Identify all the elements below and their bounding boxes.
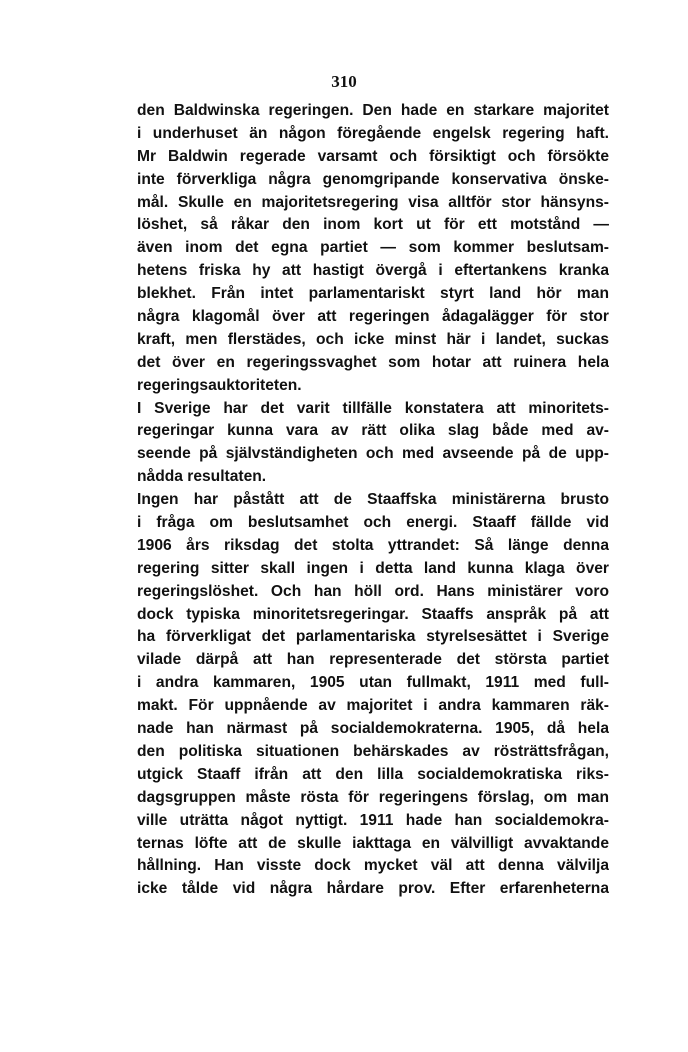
body-text: [137, 100, 609, 901]
text-line: några klagomål över att regeringen ådagalägger för stor: [137, 308, 609, 326]
text-line: regeringslöshet. Och han höll ord. Hans ministärer voro: [137, 582, 609, 600]
text-line: inte förverkliga några genomgripande konservativa önske-: [137, 170, 609, 188]
text-line: Ingen har påstått att de Staaffska ministärerna brusto: [137, 491, 609, 509]
text-line: den politiska situationen behärskades av rösträttsfrågan,: [137, 742, 609, 760]
text-line: utgick Staaff ifrån att den lilla socialdemokratiska riks-: [137, 765, 609, 783]
text-line: dock typiska minoritetsregeringar. Staaffs anspråk på att: [137, 605, 609, 623]
text-line: mål. Skulle en majoritetsregering visa alltför stor hänsyns-: [137, 193, 609, 211]
text-line: även inom det egna partiet — som kommer beslutsam-: [137, 239, 609, 257]
text-line: vilade därpå att han representerade det största partiet: [137, 651, 609, 669]
text-line: hållning. Han visste dock mycket väl att denna välvilja: [137, 857, 609, 875]
text-line: 1906 års riksdag det stolta yttrandet: Så länge denna: [137, 536, 609, 554]
text-line: den Baldwinska regeringen. Den hade en starkare majoritet: [137, 102, 609, 119]
text-line: makt. För uppnående av majoritet i andra kammaren räk-: [137, 697, 609, 715]
text-line: i underhuset än någon föregående engelsk regering haft.: [137, 124, 609, 142]
text-line: regeringsauktoriteten.: [137, 376, 302, 394]
paragraph: [137, 100, 609, 398]
paragraph: [137, 398, 609, 490]
text-line: Mr Baldwin regerade varsamt och försiktigt och försökte: [137, 147, 609, 165]
text-line: I Sverige har det varit tillfälle konstatera att minoritets-: [137, 399, 609, 417]
text-line: dagsgruppen måste rösta för regeringens förslag, om man: [137, 788, 609, 806]
text-line: icke tålde vid några hårdare prov. Efter erfarenheterna: [137, 880, 609, 898]
text-line: i fråga om beslutsamhet och energi. Staaff fällde vid: [137, 514, 609, 532]
text-line: blekhet. Från intet parlamentariskt styrt land hör man: [137, 285, 609, 303]
text-line: ternas löfte att de skulle iakttaga en välvilligt avvaktande: [137, 834, 609, 852]
text-line: kraft, men flerstädes, och icke minst här i landet, suckas: [137, 330, 609, 348]
text-line: seende på självständigheten och med avseende på de upp-: [137, 445, 609, 463]
text-line: i andra kammaren, 1905 utan fullmakt, 1911 med full-: [137, 674, 609, 692]
text-line: löshet, så råkar den inom kort ut för ett motstånd —: [137, 216, 609, 234]
paragraph: [137, 489, 609, 901]
page-number: 310: [331, 72, 357, 91]
text-line: hetens friska hy att hastigt övergå i eftertankens kranka: [137, 262, 609, 280]
text-line: nådda resultaten.: [137, 468, 267, 486]
text-line: ha förverkligat det parlamentariska styrelsesättet i Sverige: [137, 628, 609, 646]
text-line: ville uträtta något nyttigt. 1911 hade han socialdemokra-: [137, 811, 609, 829]
text-line: regering sitter skall ingen i detta land kunna klaga över: [137, 559, 609, 577]
text-line: regeringar kunna vara av rätt olika slag både med av-: [137, 422, 609, 440]
text-line: nade han närmast på socialdemokraterna. 1905, då hela: [137, 720, 609, 738]
text-line: det över en regeringssvaghet som hotar att ruinera hela: [137, 353, 609, 371]
